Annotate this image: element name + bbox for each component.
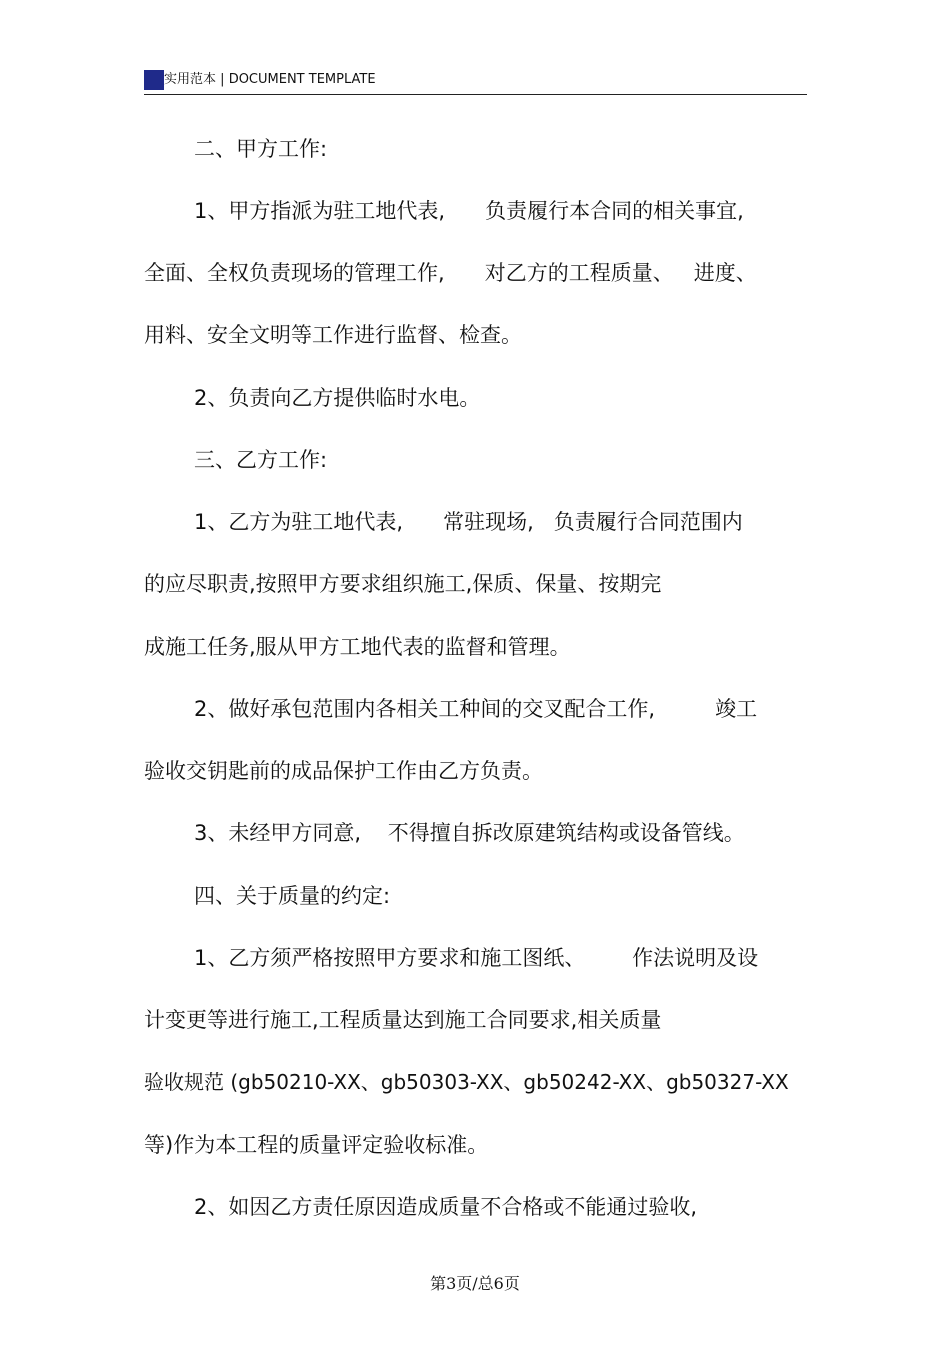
paragraph-line: 计变更等进行施工,工程质量达到施工合同要求,相关质量: [144, 1008, 662, 1032]
paragraph-line: 验收交钥匙前的成品保护工作由乙方负责。: [144, 759, 543, 783]
paragraph-line: 2、如因乙方责任原因造成质量不合格或不能通过验收,: [194, 1195, 698, 1219]
header-separator: |: [220, 72, 225, 87]
paragraph-line: 2、做好承包范围内各相关工种间的交叉配合工作, 竣工: [194, 697, 758, 721]
paragraph-line: 全面、全权负责现场的管理工作, 对乙方的工程质量、 进度、: [144, 261, 757, 285]
paragraph-line: 成施工任务,服从甲方工地代表的监督和管理。: [144, 635, 571, 659]
page-number: 第3页/总6页: [430, 1274, 520, 1293]
paragraph-line: 用料、安全文明等工作进行监督、检查。: [144, 323, 522, 347]
header-logo-square: [144, 70, 164, 90]
paragraph-line: 2、负责向乙方提供临时水电。: [194, 386, 481, 410]
paragraph-line: 等)作为本工程的质量评定验收标准。: [144, 1133, 489, 1157]
paragraph-line: 3、未经甲方同意, 不得擅自拆改原建筑结构或设备管线。: [194, 821, 745, 845]
paragraph-line: 验收规范 (gb50210-XX、gb50303-XX、gb50242-XX、gb50327-XX: [144, 1070, 789, 1094]
section-heading-party-b: 三、乙方工作:: [194, 448, 328, 472]
section-heading-quality: 四、关于质量的约定:: [194, 884, 391, 908]
paragraph-line: 1、甲方指派为驻工地代表, 负责履行本合同的相关事宜,: [194, 199, 744, 223]
header-text: [164, 72, 376, 88]
paragraph-line: 1、乙方须严格按照甲方要求和施工图纸、 作法说明及设: [194, 946, 759, 970]
header-subtitle: DOCUMENT TEMPLATE: [228, 72, 376, 87]
paragraph-line: 的应尽职责,按照甲方要求组织施工,保质、保量、按期完: [144, 572, 662, 596]
header-label: 实用范本: [164, 72, 217, 87]
paragraph-line: 1、乙方为驻工地代表, 常驻现场, 负责履行合同范围内: [194, 510, 743, 534]
section-heading-party-a: 二、甲方工作:: [194, 137, 328, 161]
page-header: [144, 68, 807, 95]
